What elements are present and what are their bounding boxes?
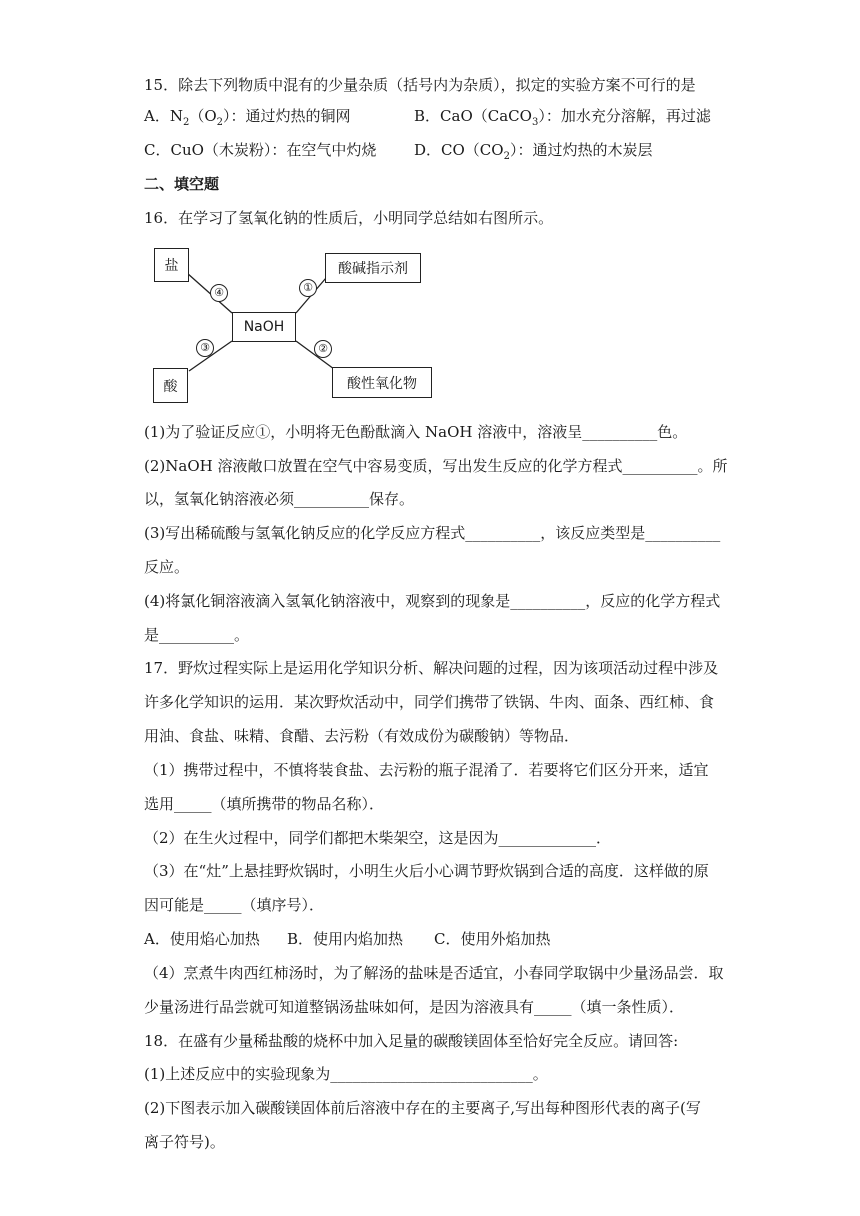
q16-part2a: (2)NaOH 溶液敞口放置在空气中容易变质，写出发生反应的化学方程式__________。所 bbox=[144, 457, 728, 475]
label-3: ③ bbox=[196, 339, 214, 357]
q16-part4a: (4)将氯化铜溶液滴入氢氧化钠溶液中，观察到的现象是__________，反应的化学方程式 bbox=[144, 592, 721, 610]
q18-line3: (2)下图表示加入碳酸镁固体前后溶液中存在的主要离子,写出每种图形代表的离子(写 bbox=[144, 1099, 701, 1117]
naoh-box: NaOH bbox=[232, 312, 296, 342]
q17-line5: 选用_____（填所携带的物品名称）． bbox=[144, 795, 385, 813]
q17-line6: （2）在生火过程中，同学们都把木柴架空，这是因为_____________． bbox=[144, 829, 612, 847]
q15-option-a: A．$N_2(O_2)$：通过灼热的铜网 bbox=[144, 107, 351, 128]
q16-part3b: 反应。 bbox=[144, 558, 190, 576]
q17-line2: 许多化学知识的运用．某次野炊活动中，同学们携带了铁锅、牛肉、面条、西红柿、食 bbox=[144, 693, 715, 711]
q17-line8: 因可能是_____（填序号）． bbox=[144, 896, 325, 914]
q18-line2: (1)上述反应中的实验现象为___________________________。 bbox=[144, 1065, 548, 1083]
q17-line10: （4）烹煮牛肉西红柿汤时，为了解汤的盐味是否适宜，小春同学取锅中少量汤品尝．取 bbox=[144, 964, 724, 982]
q15-option-b: B．CaO（CaCO$_3$）：加水充分溶解，再过滤 bbox=[414, 107, 711, 128]
q15-stem: 15．除去下列物质中混有的少量杂质（括号内为杂质），拟定的实验方案不可行的是 bbox=[144, 76, 696, 94]
q18-line1: 18．在盛有少量稀盐酸的烧杯中加入足量的碳酸镁固体至恰好完全反应。请回答: bbox=[144, 1032, 679, 1050]
q17-line7: （3）在“灶”上悬挂野炊锅时，小明生火后小心调节野炊锅到合适的高度．这样做的原 bbox=[144, 862, 709, 880]
q16-part1: (1)为了验证反应①，小明将无色酚酞滴入 NaOH 溶液中，溶液呈__________色。 bbox=[144, 423, 688, 441]
q15-option-d: D．$CO(CO_2)$：通过灼热的木炭层 bbox=[414, 141, 653, 162]
q17-option-a: A．使用焰心加热 bbox=[144, 930, 260, 948]
salt-box: 盐 bbox=[154, 248, 189, 282]
label-2: ② bbox=[314, 340, 332, 358]
q16-part4b: 是__________。 bbox=[144, 626, 250, 644]
q17-line1: 17．野炊过程实际上是运用化学知识分析、解决问题的过程，因为该项活动过程中涉及 bbox=[144, 659, 719, 677]
q17-line4: （1）携带过程中，不慎将装食盐、去污粉的瓶子混淆了．若要将它们区分开来，适宜 bbox=[144, 761, 709, 779]
q17-option-c: C．使用外焰加热 bbox=[434, 930, 551, 948]
q16-part2b: 以，氢氧化钠溶液必须__________保存。 bbox=[144, 490, 415, 508]
q17-line11: 少量汤进行品尝就可知道整锅汤盐味如何，是因为溶液具有_____（填一条性质）． bbox=[144, 998, 685, 1016]
q18-line4: 离子符号)。 bbox=[144, 1133, 225, 1151]
label-4: ④ bbox=[210, 284, 228, 302]
acidic-oxide-box: 酸性氧化物 bbox=[332, 367, 432, 398]
indicator-box: 酸碱指示剂 bbox=[325, 253, 421, 283]
q17-line3: 用油、食盐、味精、食醋、去污粉（有效成份为碳酸钠）等物品． bbox=[144, 727, 580, 745]
naoh-property-diagram bbox=[144, 243, 444, 408]
acid-box: 酸 bbox=[153, 368, 188, 403]
label-1: ① bbox=[299, 279, 317, 297]
q16-stem: 16．在学习了氢氧化钠的性质后，小明同学总结如右图所示。 bbox=[144, 209, 554, 227]
q15-option-c: C．CuO（木炭粉）：在空气中灼烧 bbox=[144, 141, 377, 159]
section-title: 二、填空题 bbox=[144, 175, 220, 193]
q16-part3a: (3)写出稀硫酸与氢氧化钠反应的化学反应方程式__________，该反应类型是__________ bbox=[144, 524, 721, 542]
q17-option-b: B．使用内焰加热 bbox=[287, 930, 404, 948]
